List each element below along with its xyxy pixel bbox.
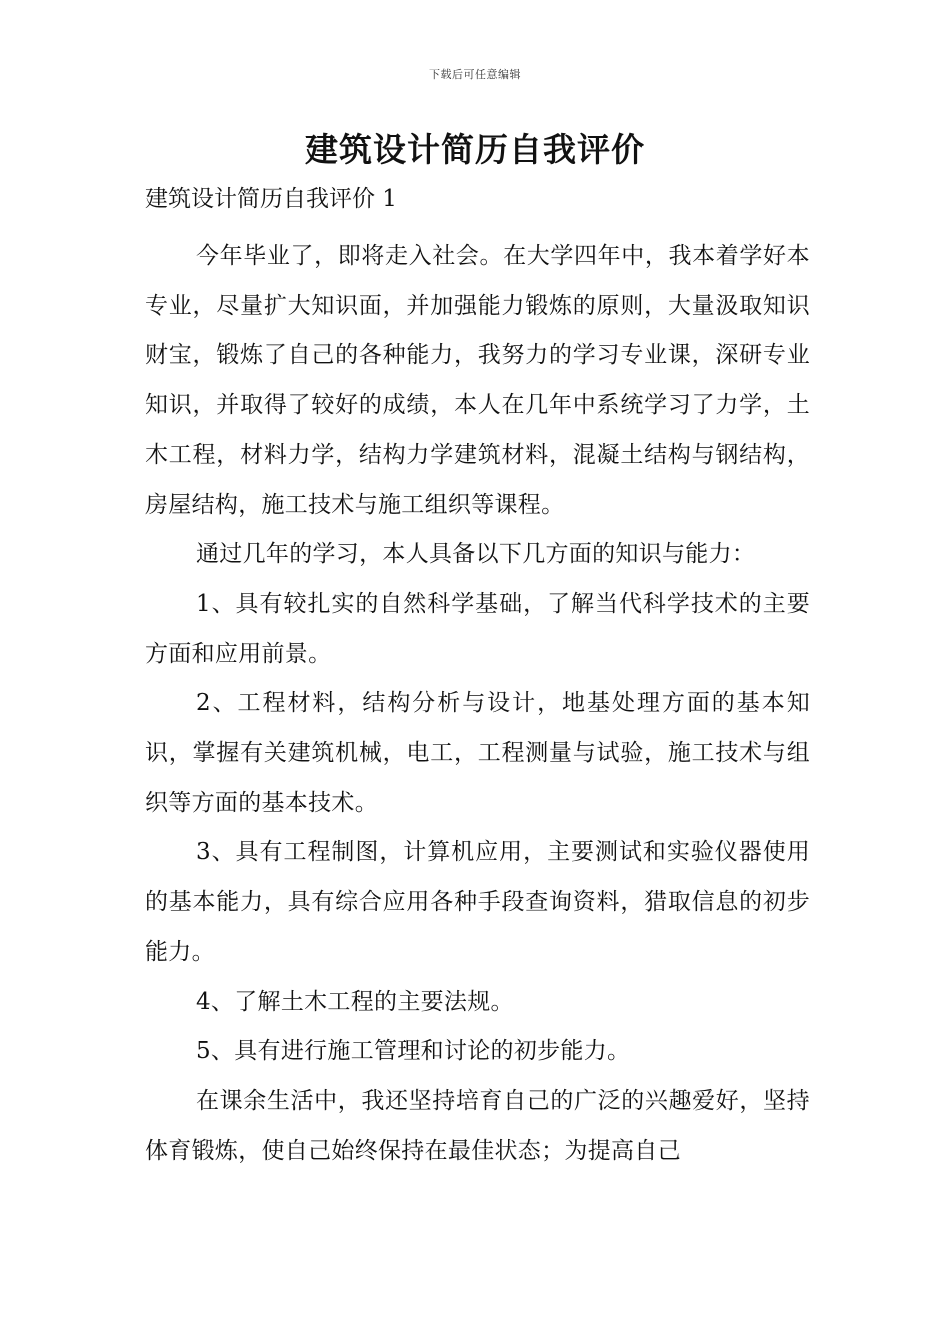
body-text	[145, 232, 810, 1176]
paragraph-abilities-lead: 通过几年的学习，本人具备以下几方面的知识与能力：	[196, 541, 756, 568]
paragraph-intro: 今年毕业了，即将走入社会。在大学四年中，我本着学好本专业，尽量扩大知识面，并加强能力锻炼的原则，大量汲取知识财宝，锻炼了自己的各种能力，我努力的学习专业课，深研专业知识，并取得了较好的成绩，本人在几年中系统学习了力学，土木工程，材料力学，结构力学建筑材料，混凝土结构与钢结构，房屋结构，施工技术与施工组织等课程。	[145, 243, 810, 518]
header-note: 下载后可任意编辑	[429, 68, 521, 81]
document-title: 建筑设计简历自我评价	[305, 130, 645, 169]
paragraph-item-4: 4、了解土木工程的主要法规。	[196, 988, 514, 1015]
paragraph-item-3: 3、具有工程制图，计算机应用，主要测试和实验仪器使用的基本能力，具有综合应用各种手段查询资料，猎取信息的初步能力。	[145, 839, 810, 965]
paragraph-item-2: 2、工程材料，结构分析与设计，地基处理方面的基本知识，掌握有关建筑机械，电工，工程测量与试验，施工技术与组织等方面的基本技术。	[145, 690, 810, 816]
paragraph-item-5: 5、具有进行施工管理和讨论的初步能力。	[196, 1038, 631, 1065]
paragraph-hobbies: 在课余生活中，我还坚持培育自己的广泛的兴趣爱好，坚持体育锻炼，使自己始终保持在最佳状态；为提高自己	[145, 1087, 810, 1164]
paragraph-item-1: 1、具有较扎实的自然科学基础，了解当代科学技术的主要方面和应用前景。	[145, 590, 810, 667]
section-subtitle: 建筑设计简历自我评价 1	[145, 186, 397, 212]
